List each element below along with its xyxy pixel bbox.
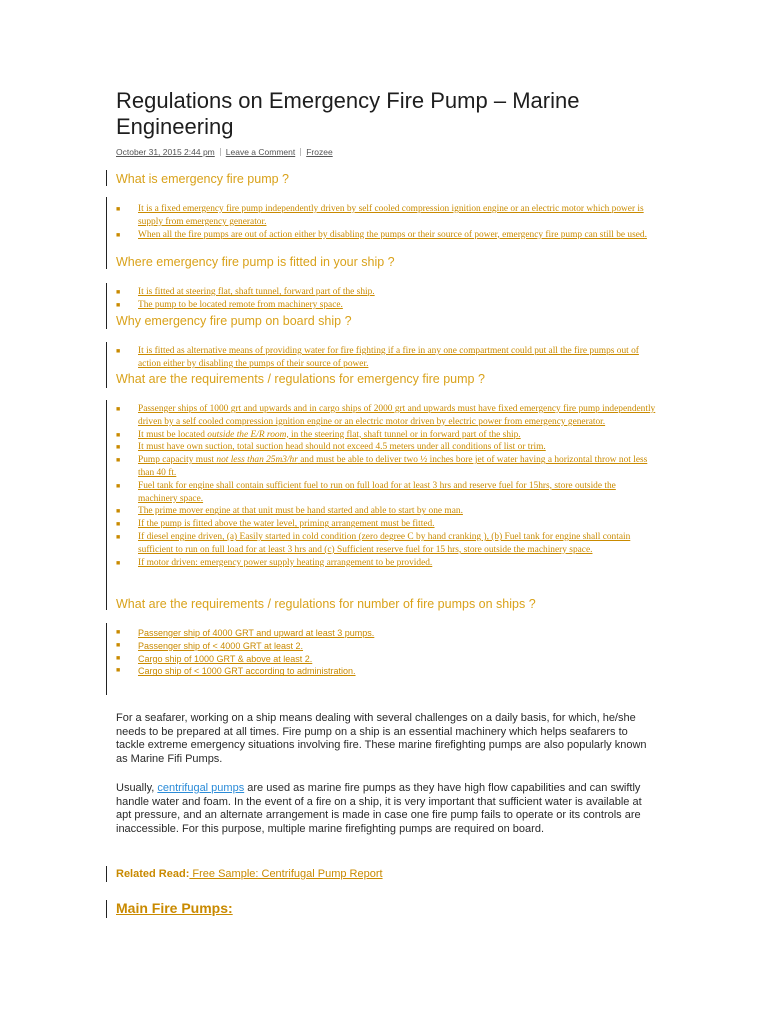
section-heading: Where emergency fire pump is fitted in your ship ?: [116, 255, 395, 269]
quote-rule: [106, 400, 107, 610]
article-meta: [116, 147, 333, 157]
square-bullet-icon: ■: [116, 443, 121, 452]
square-bullet-icon: ■: [116, 300, 121, 309]
list-item: ■ Cargo ship of < 1000 GRT according to administration.: [116, 666, 356, 677]
quote-rule: [106, 283, 107, 329]
square-bullet-icon: ■: [116, 654, 121, 662]
list-item: ■ The pump to be located remote from machinery space.: [116, 299, 343, 310]
list-item: ■ Pump capacity must not less than 25m3/hr and must be able to deliver two ½ inches bore jet of water having a horizontal throw not less than 40 ft.: [116, 455, 648, 478]
square-bullet-icon: ■: [116, 520, 121, 529]
quote-rule: [106, 342, 107, 388]
square-bullet-icon: ■: [116, 507, 121, 516]
quote-rule: [106, 170, 107, 186]
list-item: ■ When all the fire pumps are out of action either by disabling the pumps or their source of power, emergency fire pump can still be used.: [116, 229, 647, 240]
list-item: ■ Cargo ship of 1000 GRT & above at least 2.: [116, 653, 313, 664]
square-bullet-icon: ■: [116, 532, 121, 541]
list-item: ■ It must be located outside the E/R room, in the steering flat, shaft tunnel or in forward part of the ship.: [116, 429, 521, 440]
list-item: ■ The prime mover engine at that unit must be hand started and able to start by one man.: [116, 506, 463, 517]
section-heading: Why emergency fire pump on board ship ?: [116, 314, 352, 328]
centrifugal-pumps-link[interactable]: centrifugal pumps: [157, 782, 245, 794]
list-item: ■ Fuel tank for engine shall contain sufficient fuel to run on full load for at least 3 hrs and reserve fuel for 15hrs, store outside the machinery space.: [116, 480, 616, 504]
meta-divider: [220, 148, 221, 156]
list-item: ■ If the pump is fitted above the water level, priming arrangement must be fitted.: [116, 519, 435, 530]
main-fire-pumps-heading: Main Fire Pumps:: [116, 900, 233, 916]
date-link[interactable]: October 31, 2015 2:44 pm: [116, 147, 215, 157]
square-bullet-icon: ■: [116, 430, 121, 439]
body-paragraph: Usually, centrifugal pumps are used as marine fire pumps as they have high flow capabilities and can swiftly handle water and foam. In the event of a fire on a ship, it is very important that sufficient water is available at apt pressure, and an alternate arrangement is made in case one fire pump fails to operate or its controls are inaccessible. For this purpose, multiple marine firefighting pumps are required on board.: [116, 782, 642, 835]
square-bullet-icon: ■: [116, 456, 121, 465]
list-item: ■ It is a fixed emergency fire pump independently driven by self cooled compression ignition engine or an electric motor which power is supply from emergency generator.: [116, 204, 644, 227]
related-read-link[interactable]: Free Sample: Centrifugal Pump Report: [189, 868, 383, 880]
square-bullet-icon: ■: [116, 641, 121, 649]
related-read-label: Related Read:: [116, 868, 190, 880]
square-bullet-icon: ■: [116, 288, 121, 296]
list-item: ■ It must have own suction, total suction head should not exceed 4.5 meters under all conditions of list or trim.: [116, 442, 546, 453]
section-list: [116, 403, 656, 569]
list-item: ■ If diesel engine driven, (a) Easily started in cold condition (zero degree C by hand cranking ), (b) Fuel tank for engine shall contain sufficient to run on full load for at least 3 hrs and (c) Sufficient reserve fuel for 15 hrs, store outside the machinery space.: [116, 531, 631, 555]
section-list: [116, 203, 656, 241]
article-title: Regulations on Emergency Fire Pump – Marine Engineering: [116, 88, 580, 139]
list-item: ■ It is fitted as alternative means of providing water for fire fighting if a fire in any one compartment could put all the fire pumps out of action either by disabling the pumps of their source of power.: [116, 346, 639, 369]
section-heading: What are the requirements / regulations for number of fire pumps on ships ?: [116, 597, 536, 611]
quote-rule: [106, 623, 107, 695]
intro-paragraph: For a seafarer, working on a ship means dealing with several challenges on a daily basis, for which, he/she needs to be prepared at all times. Fire pump on a ship is an essential machinery which helps seafarers to tackle extreme emergency situations involving fire. These marine firefighting pumps are also popularly known as Marine Fifi Pumps.: [116, 712, 647, 765]
related-read: [116, 868, 383, 880]
list-item: ■ Passenger ship of 4000 GRT and upward at least 3 pumps.: [116, 628, 375, 638]
author-link[interactable]: Frozee: [306, 147, 333, 157]
list-item: ■ If motor driven: emergency power supply heating arrangement to be provided.: [116, 557, 433, 568]
meta-divider: [300, 148, 301, 156]
square-bullet-icon: ■: [116, 230, 121, 239]
square-bullet-icon: ■: [116, 667, 121, 675]
comment-link[interactable]: Leave a Comment: [225, 147, 296, 157]
section-list: [116, 345, 656, 371]
quote-rule: [106, 197, 107, 269]
square-bullet-icon: ■: [116, 558, 121, 567]
list-item: ■ It is fitted at steering flat, shaft tunnel, forward part of the ship.: [116, 287, 375, 297]
section-list: [116, 286, 656, 312]
square-bullet-icon: ■: [116, 629, 121, 636]
section-heading: What is emergency fire pump ?: [116, 172, 289, 186]
square-bullet-icon: ■: [116, 205, 121, 213]
section-list: [116, 627, 656, 678]
square-bullet-icon: ■: [116, 347, 121, 355]
section-heading: What are the requirements / regulations for emergency fire pump ?: [116, 372, 485, 386]
quote-rule: [106, 900, 107, 918]
list-item: ■ Passenger ship of < 4000 GRT at least 2.: [116, 640, 304, 651]
quote-rule: [106, 866, 107, 882]
list-item: ■ Passenger ships of 1000 grt and upwards and in cargo ships of 2000 grt and upwards must have fixed emergency fire pump independently driven by a self cooled compression ignition engine or an electric motor driven by electric power from emergency generator.: [116, 404, 656, 427]
square-bullet-icon: ■: [116, 481, 121, 490]
square-bullet-icon: ■: [116, 405, 121, 413]
